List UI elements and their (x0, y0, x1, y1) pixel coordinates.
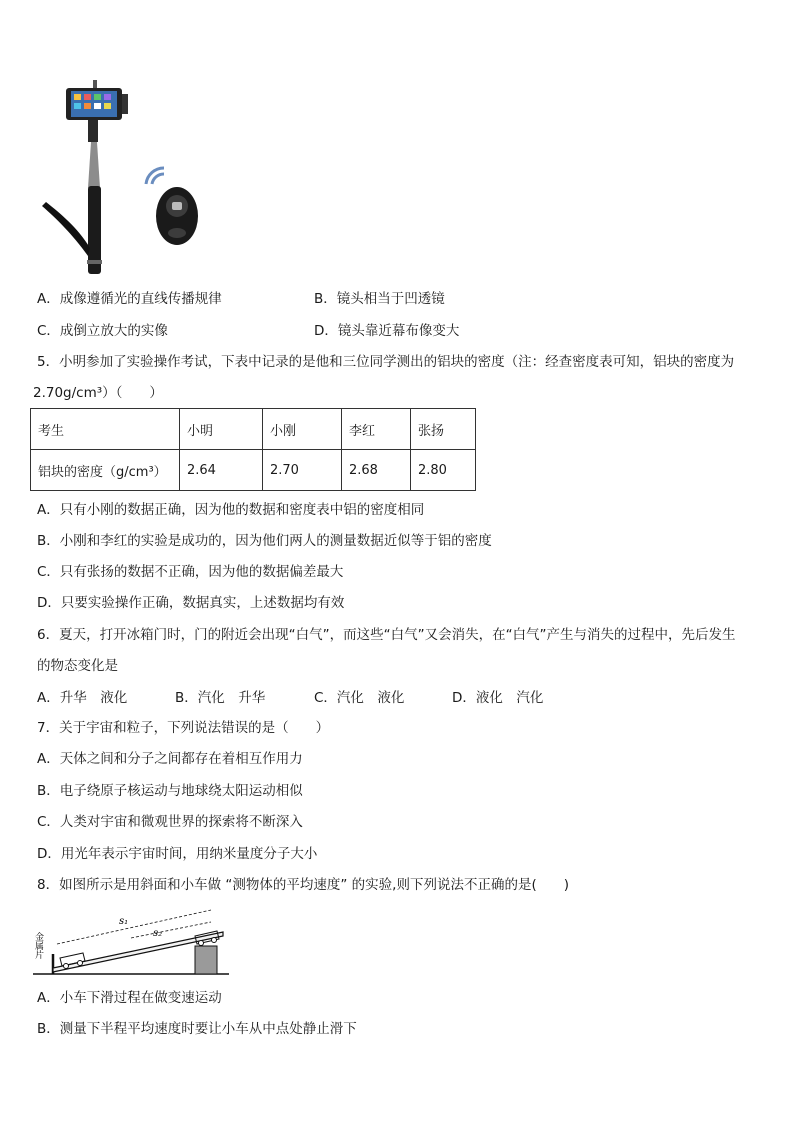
density-table (30, 408, 476, 491)
table-header-cell: 小明 (180, 409, 263, 450)
bluetooth-remote-figure (140, 162, 210, 250)
table-header-row (31, 409, 476, 450)
q6-option-c[interactable]: C．汽化 液化 (314, 690, 405, 706)
incline-cart-figure (33, 908, 233, 980)
table-cell: 2.64 (180, 450, 263, 491)
q7-option-c[interactable]: C．人类对宇宙和微观世界的探索将不断深入 (37, 814, 303, 830)
table-header-cell: 李红 (342, 409, 411, 450)
q4-option-d[interactable]: D．镜头靠近幕布像变大 (314, 323, 460, 339)
q4-option-c[interactable]: C．成倒立放大的实像 (37, 323, 168, 339)
q4-option-a[interactable]: A．成像遵循光的直线传播规律 (37, 291, 222, 307)
q6-stem-line2: 的物态变化是 (37, 658, 118, 674)
q6-option-d[interactable]: D．液化 汽化 (452, 690, 544, 706)
q5-option-b[interactable]: B．小刚和李红的实验是成功的，因为他们两人的测量数据近似等于铝的密度 (37, 533, 492, 549)
table-header-cell: 小刚 (263, 409, 342, 450)
q5-stem-line1: 5．小明参加了实验操作考试，下表中记录的是他和三位同学测出的铝块的密度（注：经查密度表可知，铝块的密度为 (37, 354, 735, 370)
q4-option-b[interactable]: B．镜头相当于凹透镜 (314, 291, 445, 307)
q5-option-d[interactable]: D．只要实验操作正确，数据真实，上述数据均有效 (37, 595, 345, 611)
q5-stem-line2: 2.70g/cm³）（ ） (33, 385, 163, 401)
q8-option-a[interactable]: A．小车下滑过程在做变速运动 (37, 990, 222, 1006)
metal-plate-label: 金属片 (33, 932, 43, 959)
q7-stem: 7．关于宇宙和粒子，下列说法错误的是（ ） (37, 720, 330, 736)
q5-option-c[interactable]: C．只有张扬的数据不正确，因为他的数据偏差最大 (37, 564, 344, 580)
table-row (31, 450, 476, 491)
q7-option-d[interactable]: D．用光年表示宇宙时间，用纳米量度分子大小 (37, 846, 318, 862)
q5-option-a[interactable]: A．只有小刚的数据正确，因为他的数据和密度表中铝的密度相同 (37, 502, 425, 518)
support-block (195, 946, 217, 974)
table-cell: 铝块的密度（g/cm³） (31, 450, 180, 491)
q6-option-b[interactable]: B．汽化 升华 (175, 690, 266, 706)
q6-option-a[interactable]: A．升华 液化 (37, 690, 128, 706)
phone-holder-icon (66, 80, 128, 142)
table-header-cell: 张扬 (411, 409, 476, 450)
q7-option-b[interactable]: B．电子绕原子核运动与地球绕太阳运动相似 (37, 783, 303, 799)
s2-label: s₂ (153, 928, 163, 939)
q8-stem: 8．如图所示是用斜面和小车做 “测物体的平均速度” 的实验,则下列说法不正确的是( ) (37, 877, 569, 893)
table-cell: 2.80 (411, 450, 476, 491)
q8-option-b[interactable]: B．测量下半程平均速度时要让小车从中点处静止滑下 (37, 1021, 357, 1037)
table-header-cell: 考生 (31, 409, 180, 450)
extension-pole-icon (42, 142, 102, 274)
table-cell: 2.70 (263, 450, 342, 491)
q6-stem-line1: 6．夏天，打开冰箱门时，门的附近会出现“白气”，而这些“白气”又会消失，在“白气”产生与消失的过程中，先后发生 (37, 627, 736, 643)
table-cell: 2.68 (342, 450, 411, 491)
s1-label: s₁ (119, 916, 129, 927)
q7-option-a[interactable]: A．天体之间和分子之间都存在着相互作用力 (37, 751, 303, 767)
